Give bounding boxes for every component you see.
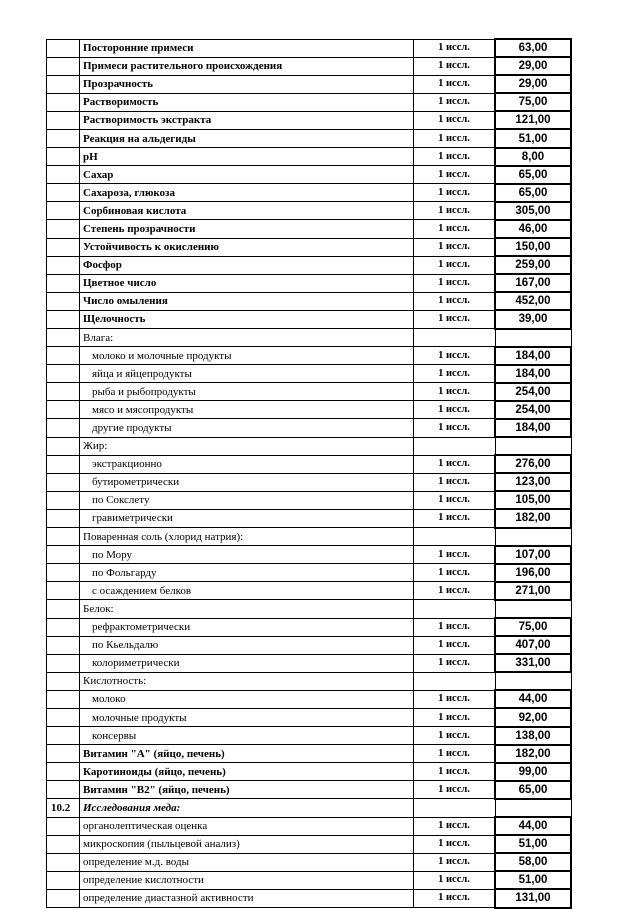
service-name-cell: Степень прозрачности — [80, 220, 414, 238]
row-number-cell — [47, 781, 80, 799]
price-cell: 44,00 — [495, 817, 571, 835]
group-heading-row — [47, 437, 572, 455]
row-number-cell — [47, 618, 80, 636]
service-name-cell: Посторонние примеси — [80, 39, 414, 57]
service-name-cell: консервы — [80, 727, 414, 745]
row-number-cell — [47, 491, 80, 509]
price-cell: 182,00 — [495, 509, 571, 527]
price-cell: 452,00 — [495, 292, 571, 310]
table-row — [47, 618, 572, 636]
price-list-table — [46, 38, 572, 909]
table-row — [47, 383, 572, 401]
price-list-body — [47, 39, 572, 908]
table-row — [47, 256, 572, 274]
row-number-cell — [47, 871, 80, 889]
service-name-cell: с осаждением белков — [80, 582, 414, 600]
unit-cell: 1 иссл. — [414, 401, 496, 419]
table-row — [47, 238, 572, 256]
table-row — [47, 148, 572, 166]
service-name-cell: Сахароза, глюкоза — [80, 184, 414, 202]
row-number-cell — [47, 600, 80, 618]
table-row — [47, 817, 572, 835]
unit-cell: 1 иссл. — [414, 166, 496, 184]
service-name-cell: молоко — [80, 690, 414, 708]
table-row — [47, 727, 572, 745]
price-cell: 44,00 — [495, 690, 571, 708]
row-number-cell — [47, 166, 80, 184]
service-name-cell: Поваренная соль (хлорид натрия): — [80, 528, 414, 546]
row-number-cell — [47, 745, 80, 763]
price-cell: 167,00 — [495, 274, 571, 292]
price-cell: 131,00 — [495, 889, 571, 907]
row-number-cell — [47, 39, 80, 57]
price-cell: 65,00 — [495, 166, 571, 184]
row-number-cell — [47, 93, 80, 111]
service-name-cell: Витамин "В2" (яйцо, печень) — [80, 781, 414, 799]
service-name-cell: Щелочность — [80, 310, 414, 328]
service-name-cell: другие продукты — [80, 419, 414, 437]
service-name-cell: определение кислотности — [80, 871, 414, 889]
service-name-cell: Реакция на альдегиды — [80, 129, 414, 147]
price-cell: 276,00 — [495, 455, 571, 473]
service-name-cell: Прозрачность — [80, 75, 414, 93]
service-name-cell: гравиметрически — [80, 509, 414, 527]
table-row — [47, 690, 572, 708]
unit-cell: 1 иссл. — [414, 148, 496, 166]
table-row — [47, 853, 572, 871]
table-row — [47, 708, 572, 726]
price-cell: 51,00 — [495, 129, 571, 147]
table-row — [47, 111, 572, 129]
unit-cell: 1 иссл. — [414, 690, 496, 708]
unit-cell: 1 иссл. — [414, 292, 496, 310]
row-number-cell — [47, 274, 80, 292]
service-name-cell: определение диастазной активности — [80, 889, 414, 907]
service-name-cell: органолептическая оценка — [80, 817, 414, 835]
table-row — [47, 654, 572, 672]
row-number-cell — [47, 57, 80, 75]
table-row — [47, 419, 572, 437]
unit-cell: 1 иссл. — [414, 835, 496, 853]
service-name-cell: Белок: — [80, 600, 414, 618]
service-name-cell: рН — [80, 148, 414, 166]
row-number-cell — [47, 509, 80, 527]
row-number-cell — [47, 220, 80, 238]
table-row — [47, 166, 572, 184]
price-cell — [495, 799, 571, 817]
unit-cell: 1 иссл. — [414, 727, 496, 745]
row-number-cell — [47, 75, 80, 93]
table-row — [47, 763, 572, 781]
service-name-cell: Исследования меда: — [80, 799, 414, 817]
row-number-cell — [47, 419, 80, 437]
row-number-cell — [47, 202, 80, 220]
table-row — [47, 310, 572, 328]
service-name-cell: молочные продукты — [80, 708, 414, 726]
price-cell: 121,00 — [495, 111, 571, 129]
service-name-cell: бутирометрически — [80, 473, 414, 491]
row-number-cell — [47, 184, 80, 202]
price-cell — [495, 600, 571, 618]
service-name-cell: Растворимость — [80, 93, 414, 111]
unit-cell: 1 иссл. — [414, 383, 496, 401]
row-number-cell — [47, 564, 80, 582]
unit-cell: 1 иссл. — [414, 347, 496, 365]
unit-cell: 1 иссл. — [414, 111, 496, 129]
price-cell — [495, 672, 571, 690]
price-cell: 29,00 — [495, 57, 571, 75]
unit-cell: 1 иссл. — [414, 491, 496, 509]
row-number-cell — [47, 111, 80, 129]
unit-cell: 1 иссл. — [414, 889, 496, 907]
service-name-cell: яйца и яйцепродукты — [80, 365, 414, 383]
row-number-cell — [47, 727, 80, 745]
unit-cell: 1 иссл. — [414, 274, 496, 292]
unit-cell: 1 иссл. — [414, 582, 496, 600]
table-row — [47, 274, 572, 292]
unit-cell: 1 иссл. — [414, 256, 496, 274]
table-row — [47, 636, 572, 654]
unit-cell: 1 иссл. — [414, 202, 496, 220]
service-name-cell: Влага: — [80, 329, 414, 347]
price-cell: 254,00 — [495, 401, 571, 419]
service-name-cell: Устойчивость к окислению — [80, 238, 414, 256]
table-row — [47, 57, 572, 75]
price-cell: 105,00 — [495, 491, 571, 509]
row-number-cell — [47, 853, 80, 871]
table-row — [47, 509, 572, 527]
price-cell: 196,00 — [495, 564, 571, 582]
unit-cell: 1 иссл. — [414, 763, 496, 781]
service-name-cell: определение м.д. воды — [80, 853, 414, 871]
row-number-cell — [47, 129, 80, 147]
service-name-cell: рефрактометрически — [80, 618, 414, 636]
table-row — [47, 347, 572, 365]
table-row — [47, 202, 572, 220]
row-number-cell — [47, 310, 80, 328]
price-cell: 407,00 — [495, 636, 571, 654]
service-name-cell: Число омыления — [80, 292, 414, 310]
unit-cell: 1 иссл. — [414, 455, 496, 473]
table-row — [47, 745, 572, 763]
table-row — [47, 184, 572, 202]
row-number-cell — [47, 473, 80, 491]
row-number-cell — [47, 437, 80, 455]
service-name-cell: Каротиноиды (яйцо, печень) — [80, 763, 414, 781]
price-cell: 51,00 — [495, 835, 571, 853]
row-number-cell — [47, 690, 80, 708]
price-cell: 65,00 — [495, 184, 571, 202]
unit-cell — [414, 600, 496, 618]
row-number-cell — [47, 654, 80, 672]
unit-cell: 1 иссл. — [414, 708, 496, 726]
unit-cell: 1 иссл. — [414, 129, 496, 147]
group-heading-row — [47, 528, 572, 546]
unit-cell — [414, 528, 496, 546]
row-number-cell — [47, 708, 80, 726]
table-row — [47, 75, 572, 93]
price-cell: 184,00 — [495, 365, 571, 383]
unit-cell: 1 иссл. — [414, 75, 496, 93]
price-cell: 305,00 — [495, 202, 571, 220]
price-cell: 29,00 — [495, 75, 571, 93]
unit-cell: 1 иссл. — [414, 93, 496, 111]
group-heading-row — [47, 329, 572, 347]
row-number-cell — [47, 329, 80, 347]
row-number-cell: 10.2 — [47, 799, 80, 817]
service-name-cell: микроскопия (пыльцевой анализ) — [80, 835, 414, 853]
service-name-cell: по Фольгарду — [80, 564, 414, 582]
price-cell: 58,00 — [495, 853, 571, 871]
price-cell: 63,00 — [495, 39, 571, 57]
row-number-cell — [47, 383, 80, 401]
table-row — [47, 871, 572, 889]
unit-cell: 1 иссл. — [414, 238, 496, 256]
table-row — [47, 564, 572, 582]
service-name-cell: Примеси растительного происхождения — [80, 57, 414, 75]
row-number-cell — [47, 582, 80, 600]
price-cell: 259,00 — [495, 256, 571, 274]
price-cell: 123,00 — [495, 473, 571, 491]
unit-cell: 1 иссл. — [414, 871, 496, 889]
table-row — [47, 491, 572, 509]
row-number-cell — [47, 636, 80, 654]
price-cell: 150,00 — [495, 238, 571, 256]
price-cell: 51,00 — [495, 871, 571, 889]
row-number-cell — [47, 835, 80, 853]
price-cell: 331,00 — [495, 654, 571, 672]
unit-cell — [414, 329, 496, 347]
price-cell: 184,00 — [495, 347, 571, 365]
unit-cell: 1 иссл. — [414, 310, 496, 328]
unit-cell: 1 иссл. — [414, 546, 496, 564]
table-row — [47, 39, 572, 57]
unit-cell: 1 иссл. — [414, 781, 496, 799]
price-cell: 271,00 — [495, 582, 571, 600]
price-cell: 138,00 — [495, 727, 571, 745]
service-name-cell: по Мору — [80, 546, 414, 564]
unit-cell: 1 иссл. — [414, 365, 496, 383]
service-name-cell: рыба и рыбопродукты — [80, 383, 414, 401]
unit-cell: 1 иссл. — [414, 618, 496, 636]
service-name-cell: мясо и мясопродукты — [80, 401, 414, 419]
row-number-cell — [47, 528, 80, 546]
price-cell: 75,00 — [495, 618, 571, 636]
table-row — [47, 835, 572, 853]
service-name-cell: по Кьельдалю — [80, 636, 414, 654]
unit-cell: 1 иссл. — [414, 419, 496, 437]
service-name-cell: молоко и молочные продукты — [80, 347, 414, 365]
row-number-cell — [47, 148, 80, 166]
unit-cell: 1 иссл. — [414, 853, 496, 871]
unit-cell: 1 иссл. — [414, 564, 496, 582]
section-row — [47, 799, 572, 817]
price-cell: 184,00 — [495, 419, 571, 437]
service-name-cell: Фосфор — [80, 256, 414, 274]
unit-cell: 1 иссл. — [414, 509, 496, 527]
price-cell — [495, 437, 571, 455]
price-cell: 107,00 — [495, 546, 571, 564]
unit-cell: 1 иссл. — [414, 636, 496, 654]
service-name-cell: Витамин "А" (яйцо, печень) — [80, 745, 414, 763]
price-cell: 46,00 — [495, 220, 571, 238]
row-number-cell — [47, 763, 80, 781]
price-cell — [495, 329, 571, 347]
unit-cell — [414, 799, 496, 817]
table-row — [47, 401, 572, 419]
table-row — [47, 455, 572, 473]
table-row — [47, 220, 572, 238]
unit-cell: 1 иссл. — [414, 184, 496, 202]
service-name-cell: Цветное число — [80, 274, 414, 292]
row-number-cell — [47, 292, 80, 310]
table-row — [47, 473, 572, 491]
table-row — [47, 129, 572, 147]
table-row — [47, 546, 572, 564]
row-number-cell — [47, 238, 80, 256]
unit-cell: 1 иссл. — [414, 57, 496, 75]
unit-cell: 1 иссл. — [414, 473, 496, 491]
row-number-cell — [47, 365, 80, 383]
service-name-cell: Сорбиновая кислота — [80, 202, 414, 220]
table-row — [47, 292, 572, 310]
group-heading-row — [47, 600, 572, 618]
price-cell: 39,00 — [495, 310, 571, 328]
price-cell: 99,00 — [495, 763, 571, 781]
service-name-cell: экстракционно — [80, 455, 414, 473]
unit-cell: 1 иссл. — [414, 817, 496, 835]
row-number-cell — [47, 672, 80, 690]
price-cell: 75,00 — [495, 93, 571, 111]
unit-cell: 1 иссл. — [414, 220, 496, 238]
row-number-cell — [47, 347, 80, 365]
price-cell: 92,00 — [495, 708, 571, 726]
service-name-cell: Кислотность: — [80, 672, 414, 690]
service-name-cell: колориметрически — [80, 654, 414, 672]
price-cell — [495, 528, 571, 546]
row-number-cell — [47, 455, 80, 473]
service-name-cell: по Сокслету — [80, 491, 414, 509]
row-number-cell — [47, 546, 80, 564]
row-number-cell — [47, 817, 80, 835]
price-cell: 254,00 — [495, 383, 571, 401]
table-row — [47, 582, 572, 600]
table-row — [47, 781, 572, 799]
price-cell: 8,00 — [495, 148, 571, 166]
unit-cell — [414, 437, 496, 455]
price-cell: 182,00 — [495, 745, 571, 763]
unit-cell: 1 иссл. — [414, 745, 496, 763]
service-name-cell: Сахар — [80, 166, 414, 184]
table-row — [47, 365, 572, 383]
group-heading-row — [47, 672, 572, 690]
service-name-cell: Жир: — [80, 437, 414, 455]
row-number-cell — [47, 401, 80, 419]
row-number-cell — [47, 256, 80, 274]
unit-cell — [414, 672, 496, 690]
service-name-cell: Растворимость экстракта — [80, 111, 414, 129]
unit-cell: 1 иссл. — [414, 39, 496, 57]
table-row — [47, 93, 572, 111]
unit-cell: 1 иссл. — [414, 654, 496, 672]
price-cell: 65,00 — [495, 781, 571, 799]
